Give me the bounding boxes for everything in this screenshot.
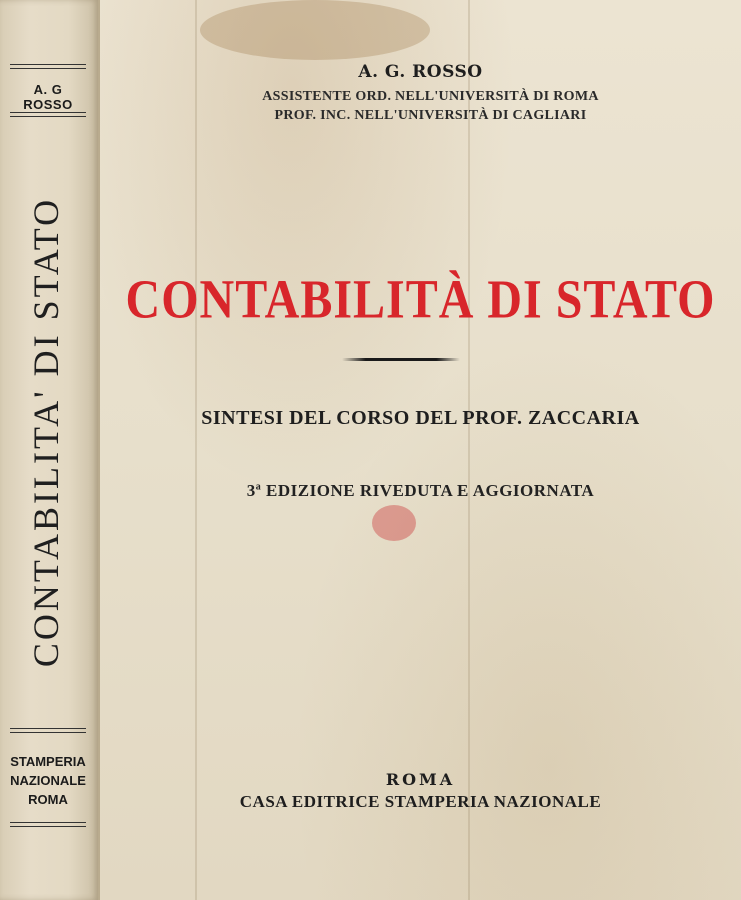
cover-author: A. G. ROSSO [358,62,483,82]
cover-edition [100,481,741,501]
title-divider [342,358,460,361]
spine-title: CONTABILITA' DI STATO [26,196,66,668]
cover-city: ROMA [385,770,456,789]
edition-text: EDIZIONE RIVEDUTA E AGGIORNATA [266,481,595,500]
spine-author: A. G ROSSO [23,82,73,112]
cover-subtitle: SINTESI DEL CORSO DEL PROF. ZACCARIA [201,407,640,429]
red-stain [372,505,416,541]
spine-rule-bottom-1 [10,822,86,823]
book-spine [0,0,100,900]
spine-publisher-line-1: STAMPERIA [10,754,86,769]
spine-publisher-line-2: NAZIONALE [10,773,86,788]
spine-rule-bottom-2 [10,826,86,827]
edition-number: 3 [246,481,256,500]
paper-crease [468,0,470,900]
cover-publisher: CASA EDITRICE STAMPERIA NAZIONALE [239,792,602,811]
spine-rule-mid-1 [10,112,86,113]
cover-title: CONTABILITÀ DI STATO [125,269,716,330]
spine-publisher-line-3: ROMA [28,792,68,807]
spine-rule-top-2 [10,68,86,69]
spine-rule-low-1 [10,728,86,729]
edition-suffix: a [255,481,262,493]
paper-stain [200,0,430,60]
spine-rule-low-2 [10,732,86,733]
spine-rule-mid-2 [10,116,86,117]
spine-rule-top-1 [10,64,86,65]
front-cover [100,0,741,900]
cover-affiliation-1: ASSISTENTE ORD. NELL'UNIVERSITÀ DI ROMA [262,89,599,104]
paper-crease [195,0,197,900]
cover-affiliation-2: PROF. INC. NELL'UNIVERSITÀ DI CAGLIARI [274,108,587,123]
spine-publisher [6,752,90,809]
